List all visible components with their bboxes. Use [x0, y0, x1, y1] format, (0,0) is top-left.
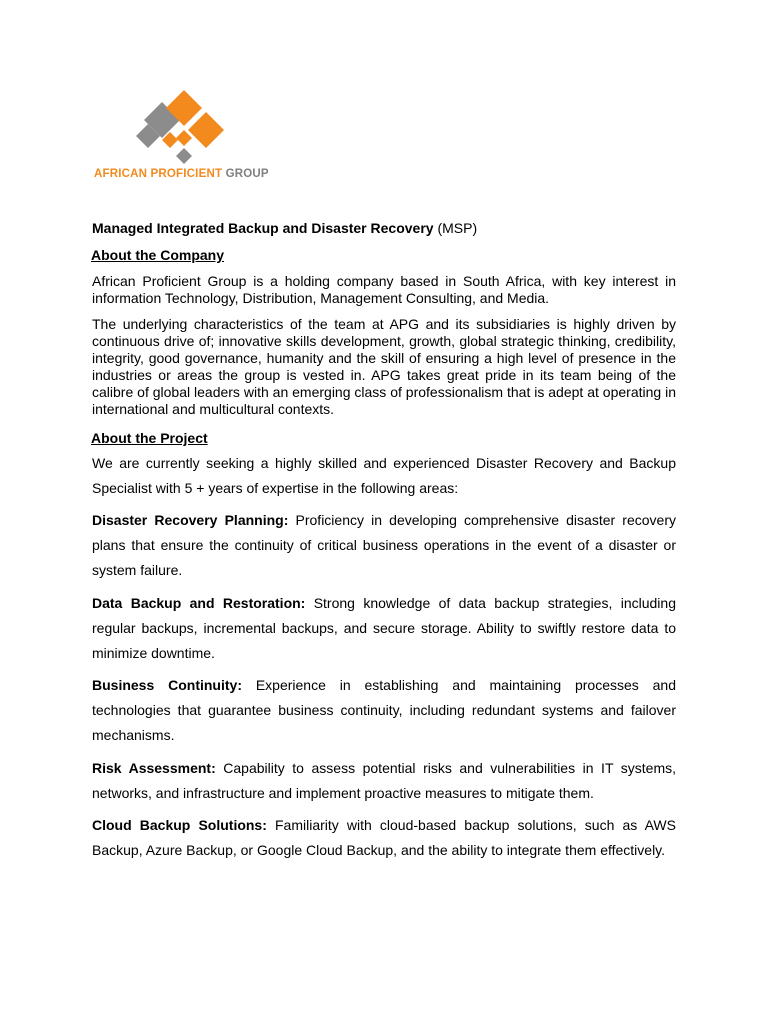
expertise-text: Capability to assess potential risks and vulnerabilities in IT systems, networks, and infrastructure and implement proactive measures to mitigate them. [92, 760, 676, 801]
expertise-label: Business Continuity: [92, 677, 242, 693]
expertise-text: Strong knowledge of data backup strategies, including regular backups, incremental backups, and secure storage. Ability to swiftly restore data to minimize downtime. [92, 595, 676, 661]
expertise-label: Cloud Backup Solutions: [92, 817, 267, 833]
expertise-item [92, 813, 676, 863]
document-body [92, 218, 676, 863]
expertise-label: Data Backup and Restoration: [92, 595, 306, 611]
expertise-text: Familiarity with cloud-based backup solutions, such as AWS Backup, Azure Backup, or Google Cloud Backup, and the ability to integrate them effectively. [92, 817, 676, 858]
expertise-label: Disaster Recovery Planning: [92, 512, 289, 528]
logo-word-african-proficient: AFRICAN PROFICIENT [94, 168, 223, 180]
about-company-para-2: The underlying characteristics of the team at APG and its subsidiaries is highly driven by continuous drive of; innovative skills development, growth, global strategic thinking, credibility, integrity, good governance, humanity and the skill of ensuring a high level of presence in the industries or areas the group is vested in. APG takes great pride in its team being of the calibre of global leaders with an emerging class of professionalism that is adept at operating in international and multicultural contexts. [92, 316, 676, 417]
about-company-para-1: African Proficient Group is a holding company based in South Africa, with key interest in information Technology, Distribution, Management Consulting, and Media. [92, 273, 676, 306]
title-bold: Managed Integrated Backup and Disaster Recovery [92, 220, 434, 236]
document-title [92, 218, 676, 238]
apg-logo-mark-icon [132, 88, 242, 166]
company-logo [92, 88, 292, 188]
expertise-item [92, 591, 676, 666]
about-project-intro: We are currently seeking a highly skilled and experienced Disaster Recovery and Backup Specialist with 5 + years of expertise in the following areas: [92, 455, 676, 496]
about-project-heading: About the Project [91, 430, 208, 446]
title-suffix: (MSP) [437, 220, 478, 236]
expertise-item [92, 508, 676, 583]
about-company-heading: About the Company [91, 247, 224, 263]
logo-wordmark [94, 168, 269, 180]
logo-word-group: GROUP [225, 168, 269, 180]
expertise-item [92, 756, 676, 806]
expertise-text: Experience in establishing and maintaining processes and technologies that guarantee business continuity, including redundant systems and failover mechanisms. [92, 677, 676, 743]
expertise-label: Risk Assessment: [92, 760, 216, 776]
expertise-item [92, 673, 676, 748]
expertise-text: Proficiency in developing comprehensive disaster recovery plans that ensure the continuity of critical business operations in the event of a disaster or system failure. [92, 512, 676, 578]
